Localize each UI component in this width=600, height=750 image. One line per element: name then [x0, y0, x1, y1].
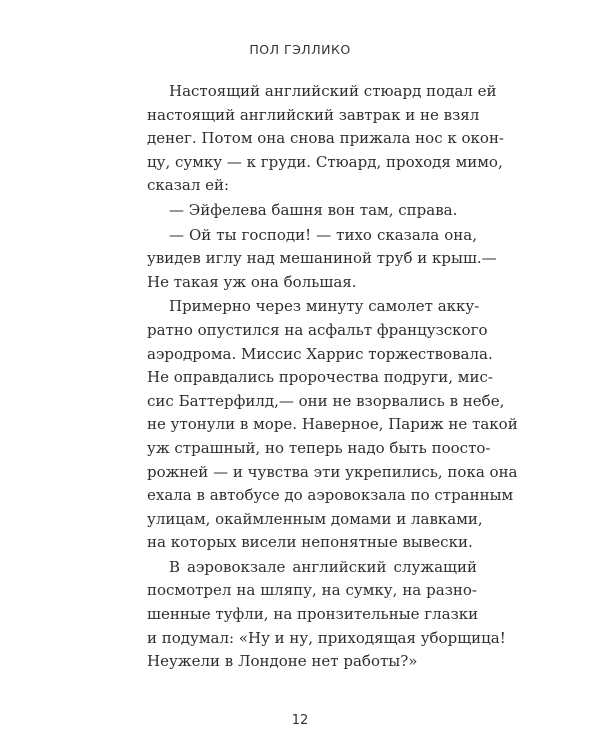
text-line: на которых висели непонятные вывески. [147, 533, 473, 552]
text-line: цу, сумку — к груди. Стюард, проходя мимо, [147, 152, 503, 171]
text-line: сис Баттерфилд,— они не взорвались в небе, [147, 391, 505, 410]
text-line: — Эйфелева башня вон там, справа. [169, 200, 458, 219]
text-line: Не оправдались пророчества подруги, мис- [147, 368, 493, 387]
running-head: ПОЛ ГЭЛЛИКО [249, 42, 351, 57]
paragraph [147, 295, 518, 555]
body-text [147, 80, 518, 674]
page-number: 12 [291, 713, 309, 728]
text-line: денег. Потом она снова прижала нос к окон- [147, 129, 505, 148]
text-line: Настоящий английский стюард подал ей [169, 82, 497, 100]
text-line: шенные туфли, на пронзительные глазки [147, 605, 479, 624]
text-line: ехала в автобусе до аэровокзала по странным [147, 486, 514, 505]
text-line: Не такая уж она большая. [147, 272, 357, 291]
text-line: улицам, окаймленным домами и лавками, [147, 509, 483, 528]
text-line: уж страшный, но теперь надо быть поосто- [147, 438, 491, 457]
text-line: рожней — и чувства эти укрепились, пока она [147, 462, 518, 481]
paragraph [147, 224, 497, 295]
text-line: Примерно через минуту самолет акку- [169, 297, 480, 316]
text-line: ратно опустился на асфальт французского [147, 320, 488, 339]
text-line: не утонули в море. Наверное, Париж не такой [147, 415, 518, 434]
text-line: — Ой ты господи! — тихо сказала она, [169, 225, 477, 244]
text-line: настоящий английский завтрак и не взял [147, 105, 480, 124]
text-line: посмотрел на шляпу, на сумку, на разно- [147, 581, 477, 600]
paragraph [147, 199, 477, 223]
text-line: и подумал: «Ну и ну, приходящая уборщица! [147, 628, 506, 647]
paragraph [147, 80, 505, 198]
text-line: аэродрома. Миссис Харрис торжествовала. [147, 344, 493, 363]
text-line: В аэровокзале английский служащий [169, 557, 477, 576]
text-line: Неужели в Лондоне нет работы?» [147, 652, 418, 671]
text-line: сказал ей: [147, 176, 230, 195]
paragraph [147, 556, 506, 674]
text-line: увидев иглу над мешаниной труб и крыш.— [147, 249, 497, 268]
